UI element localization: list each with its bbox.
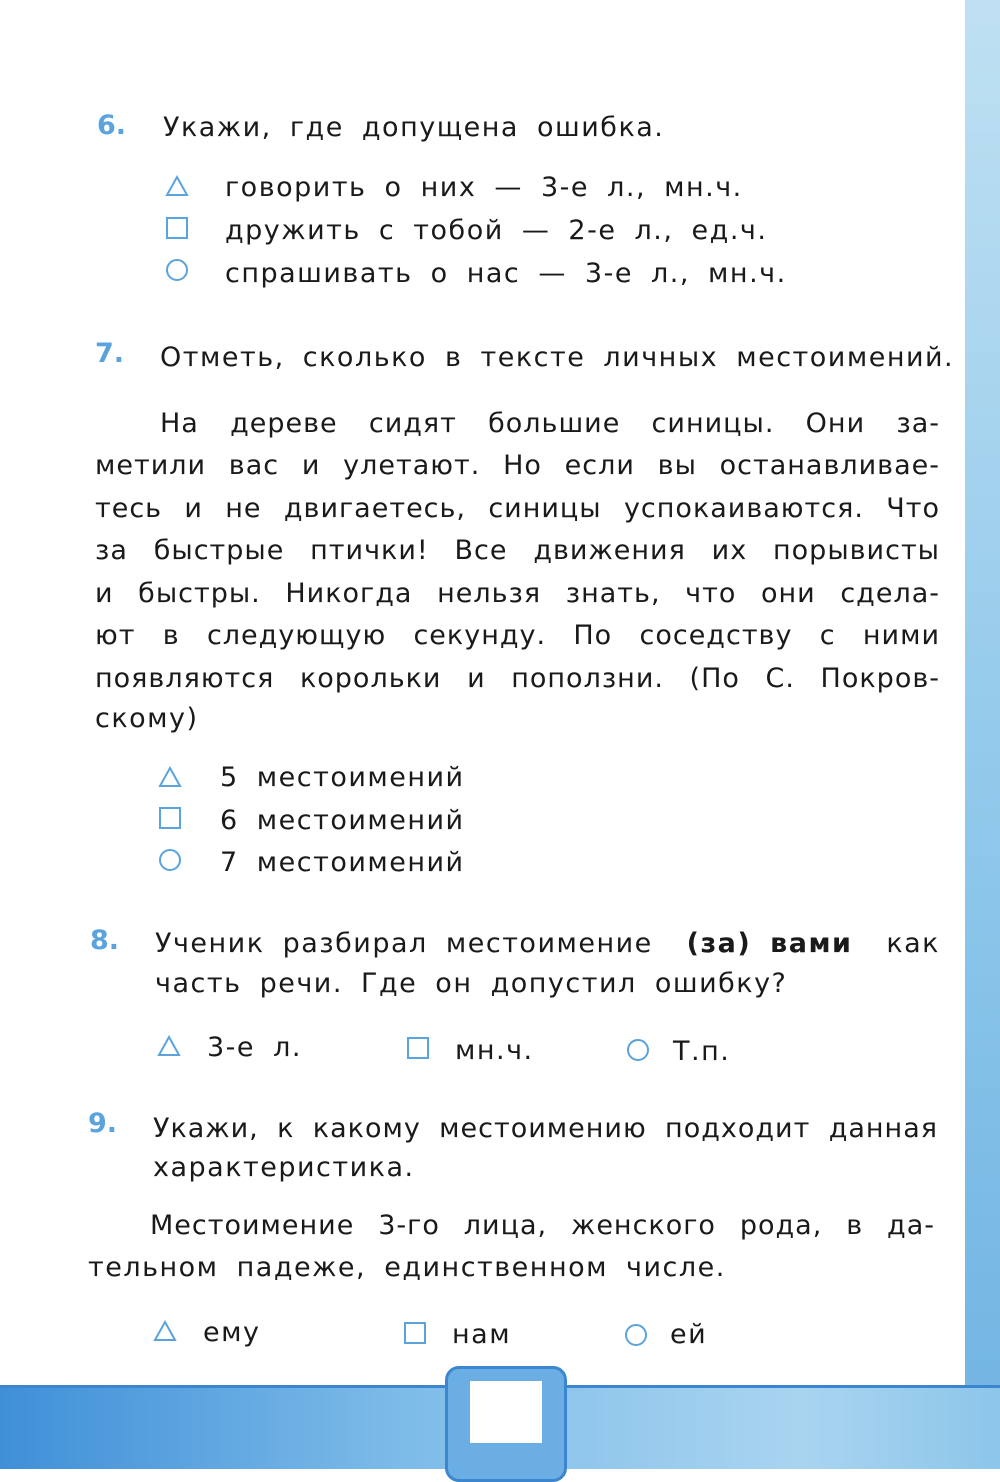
passage-line: метили вас и улетают. Но если вы останавливае- bbox=[95, 450, 940, 481]
page-number-box bbox=[445, 1366, 567, 1482]
option-text: мн.ч. bbox=[455, 1035, 534, 1066]
passage-line: появляются корольки и поползни. (По С. Покров- bbox=[95, 663, 940, 694]
question-text: характеристика. bbox=[153, 1152, 415, 1183]
passage-line: На дереве сидят большие синицы. Они за- bbox=[160, 408, 940, 439]
passage-line: ют в следующую секунду. По соседству с ними bbox=[95, 620, 940, 651]
question-text: Укажи, к какому местоимению подходит данная bbox=[153, 1113, 938, 1144]
circle-icon[interactable] bbox=[165, 258, 189, 282]
square-icon[interactable] bbox=[165, 216, 189, 240]
option-text: нам bbox=[452, 1319, 512, 1350]
passage-line: и быстры. Никогда нельзя знать, что они сдела- bbox=[95, 578, 940, 609]
square-icon[interactable] bbox=[406, 1036, 430, 1060]
option-text: говорить о них — 3-е л., мн.ч. bbox=[225, 172, 743, 203]
passage-line: за быстрые птички! Все движения их порывисты bbox=[95, 535, 940, 566]
option-text: ему bbox=[203, 1317, 261, 1348]
question-number: 7. bbox=[95, 338, 125, 369]
square-icon[interactable] bbox=[158, 806, 182, 830]
option-text: 5 местоимений bbox=[220, 762, 465, 793]
option-text: дружить с тобой — 2-е л., ед.ч. bbox=[225, 215, 768, 246]
passage-line: тесь и не двигаетесь, синицы успокаиваются. Что bbox=[95, 493, 940, 524]
option-text: 7 местоимений bbox=[220, 847, 465, 878]
triangle-icon[interactable] bbox=[165, 174, 189, 198]
circle-icon[interactable] bbox=[158, 848, 182, 872]
square-icon[interactable] bbox=[403, 1321, 427, 1345]
passage-line: скому) bbox=[95, 703, 199, 734]
question-pronoun: (за) вами bbox=[686, 928, 853, 959]
option-text: 6 местоимений bbox=[220, 805, 465, 836]
circle-icon[interactable] bbox=[626, 1038, 650, 1062]
question-line bbox=[155, 928, 940, 959]
question-number: 8. bbox=[90, 925, 120, 956]
question-text: Отметь, сколько в тексте личных местоимений. bbox=[160, 342, 955, 373]
triangle-icon[interactable] bbox=[153, 1319, 177, 1343]
decorative-right-strip bbox=[965, 0, 1000, 1466]
option-text: Т.п. bbox=[673, 1036, 731, 1067]
passage-line: Местоимение 3-го лица, женского рода, в да- bbox=[150, 1210, 935, 1241]
question-text: как bbox=[886, 928, 940, 959]
circle-icon[interactable] bbox=[624, 1323, 648, 1347]
question-text: часть речи. Где он допустил ошибку? bbox=[155, 968, 788, 999]
question-text: Ученик разбирал местоимение bbox=[155, 928, 653, 959]
option-text: спрашивать о нас — 3-е л., мн.ч. bbox=[225, 258, 787, 289]
question-number: 9. bbox=[88, 1108, 118, 1139]
question-text: Укажи, где допущена ошибка. bbox=[163, 112, 665, 143]
triangle-icon[interactable] bbox=[158, 765, 182, 789]
option-text: ей bbox=[670, 1319, 708, 1350]
option-text: 3-е л. bbox=[207, 1032, 302, 1063]
triangle-icon[interactable] bbox=[157, 1034, 181, 1058]
passage-line: тельном падеже, единственном числе. bbox=[88, 1252, 726, 1283]
question-number: 6. bbox=[97, 110, 127, 141]
